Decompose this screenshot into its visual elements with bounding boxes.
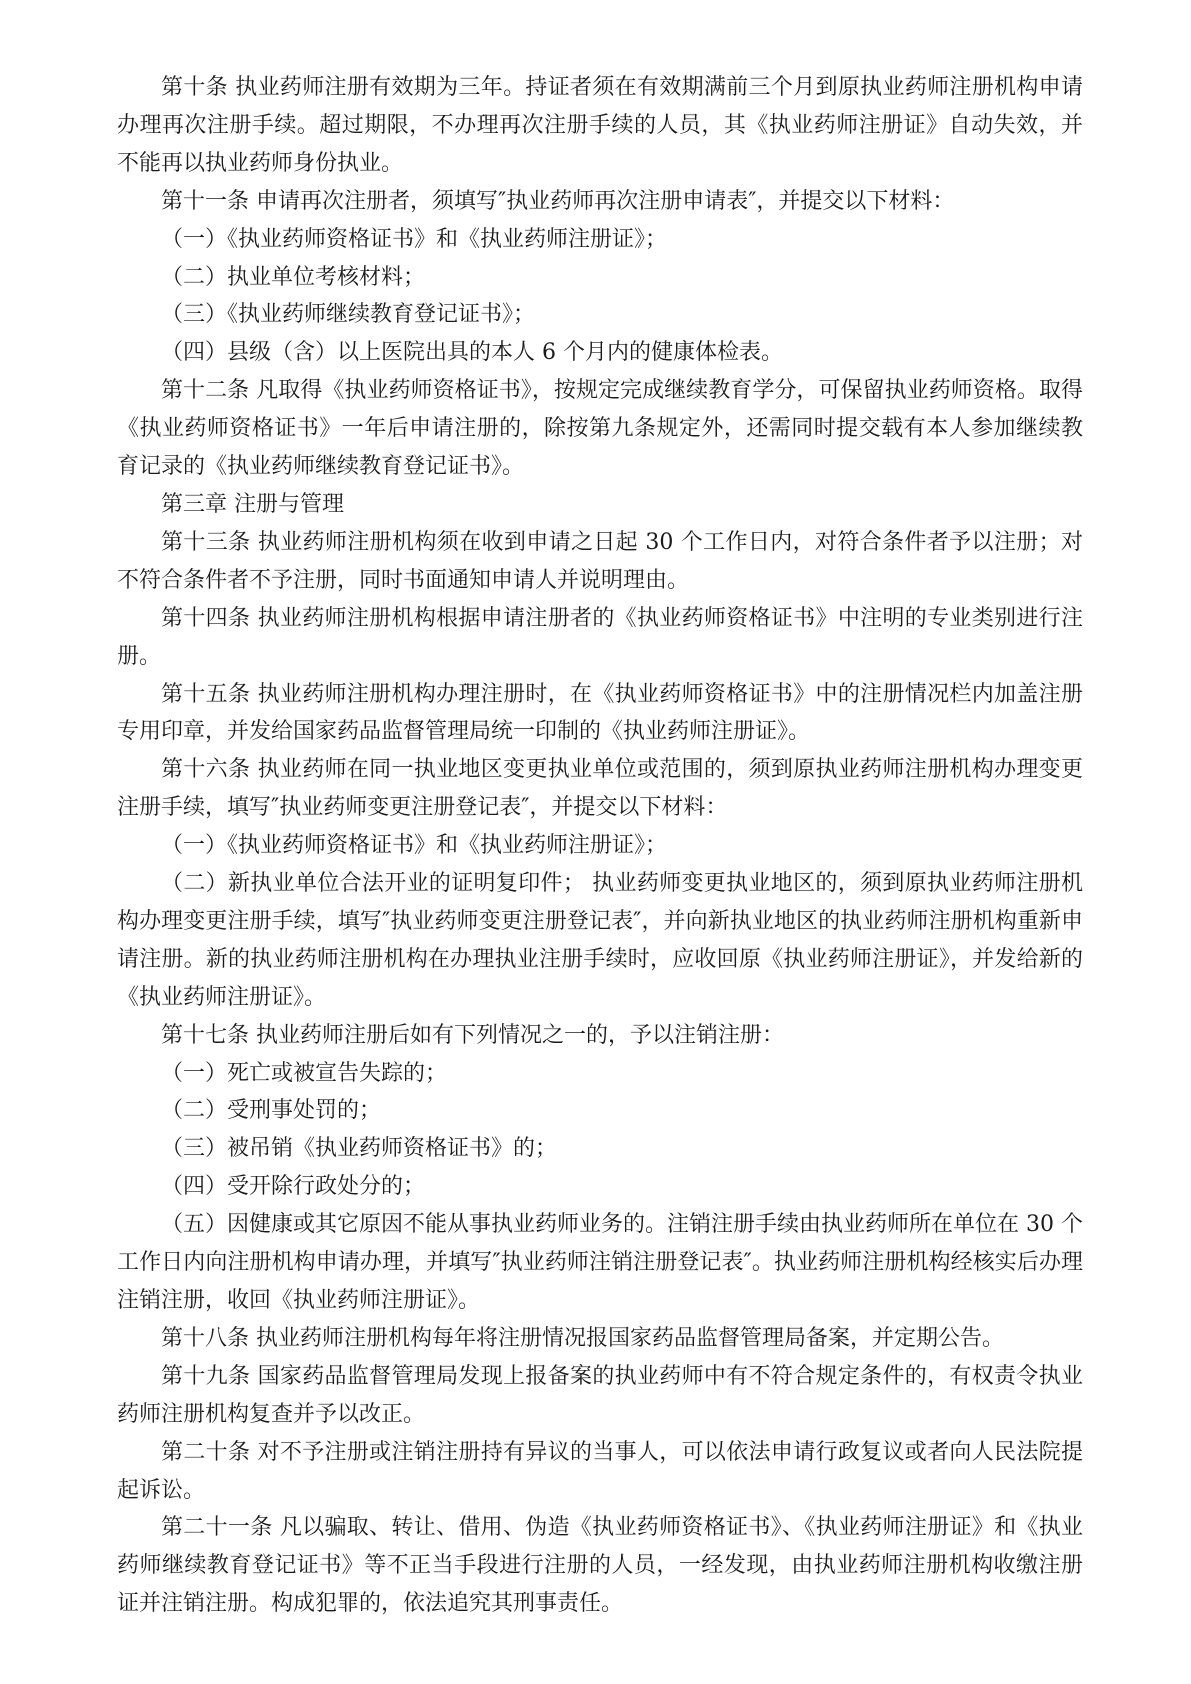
paragraph-article-12: 第十二条 凡取得《执业药师资格证书》，按规定完成继续教育学分，可保留执业药师资格。取得《执业药师资格证书》一年后申请注册的，除按第九条规定外，还需同时提交载有本人参加继续教育记录的《执业药师继续教育登记证书》。 [117,378,1083,480]
list-item-article-17-3: （三）被吊销《执业药师资格证书》的； [161,1136,558,1162]
list-item-article-16-1: （一）《执业药师资格证书》和《执业药师注册证》； [161,833,668,859]
list-item-article-17-5: （五）因健康或其它原因不能从事执业药师业务的。注销注册手续由执业药师所在单位在 30 个工作日内向注册机构申请办理，并填写″执业药师注销注册登记表″。执业药师注册机构经核实后办理注销注册，收回《执业药师注册证》。 [117,1212,1083,1313]
list-item-article-11-4: （四）县级（含）以上医院出具的本人 6 个月内的健康体检表。 [161,340,783,366]
list-item-article-17-2: （二）受刑事处罚的； [161,1098,382,1124]
list-item-article-11-1: （一）《执业药师资格证书》和《执业药师注册证》； [161,226,668,252]
list-item-article-11-3: （三）《执业药师继续教育登记证书》； [161,302,536,328]
paragraph-article-21: 第二十一条 凡以骗取、转让、借用、伪造《执业药师资格证书》、《执业药师注册证》和《执业药师继续教育登记证书》等不正当手段进行注册的人员，一经发现，由执业药师注册机构收缴注册证并注销注册。构成犯罪的，依法追究其刑事责任。 [117,1515,1083,1617]
paragraph-article-10: 第十条 执业药师注册有效期为三年。持证者须在有效期满前三个月到原执业药师注册机构申请办理再次注册手续。超过期限，不办理再次注册手续的人员，其《执业药师注册证》自动失效，并不能再以执业药师身份执业。 [117,75,1083,176]
list-item-article-11-2: （二）执业单位考核材料； [161,264,426,290]
document-body [117,69,1083,1623]
paragraph-article-15: 第十五条 执业药师注册机构办理注册时，在《执业药师资格证书》中的注册情况栏内加盖注册专用印章，并发给国家药品监督管理局统一印制的《执业药师注册证》。 [117,681,1083,745]
paragraph-article-17: 第十七条 执业药师注册后如有下列情况之一的，予以注销注册： [161,1022,784,1048]
paragraph-article-11: 第十一条 申请再次注册者，须填写″执业药师再次注册申请表″，并提交以下材料： [161,188,955,214]
list-item-article-17-1: （一）死亡或被宣告失踪的； [161,1060,448,1086]
paragraph-article-19: 第十九条 国家药品监督管理局发现上报备案的执业药师中有不符合规定条件的，有权责令执业药师注册机构复查并予以改正。 [117,1363,1083,1427]
paragraph-article-14: 第十四条 执业药师注册机构根据申请注册者的《执业药师资格证书》中注明的专业类别进行注册。 [117,605,1083,669]
paragraph-article-13: 第十三条 执业药师注册机构须在收到申请之日起 30 个工作日内，对符合条件者予以注册；对不符合条件者不予注册，同时书面通知申请人并说明理由。 [117,529,1083,593]
list-item-article-16-2: （二）新执业单位合法开业的证明复印件； 执业药师变更执业地区的，须到原执业药师注册机构办理变更注册手续，填写″执业药师变更注册登记表″，并向新执业地区的执业药师注册机构重新申请注册。新的执业药师注册机构在办理执业注册手续时，应收回原《执业药师注册证》，并发给新的《执业药师注册证》。 [117,871,1083,1010]
chapter-heading: 第三章 注册与管理 [161,491,344,517]
paragraph-article-16: 第十六条 执业药师在同一执业地区变更执业单位或范围的，须到原执业药师注册机构办理变更注册手续，填写″执业药师变更注册登记表″，并提交以下材料： [117,757,1083,821]
paragraph-article-20: 第二十条 对不予注册或注销注册持有异议的当事人，可以依法申请行政复议或者向人民法院提起诉讼。 [117,1439,1083,1503]
paragraph-article-18: 第十八条 执业药师注册机构每年将注册情况报国家药品监督管理局备案，并定期公告。 [161,1325,1004,1351]
list-item-article-17-4: （四）受开除行政处分的； [161,1174,426,1200]
